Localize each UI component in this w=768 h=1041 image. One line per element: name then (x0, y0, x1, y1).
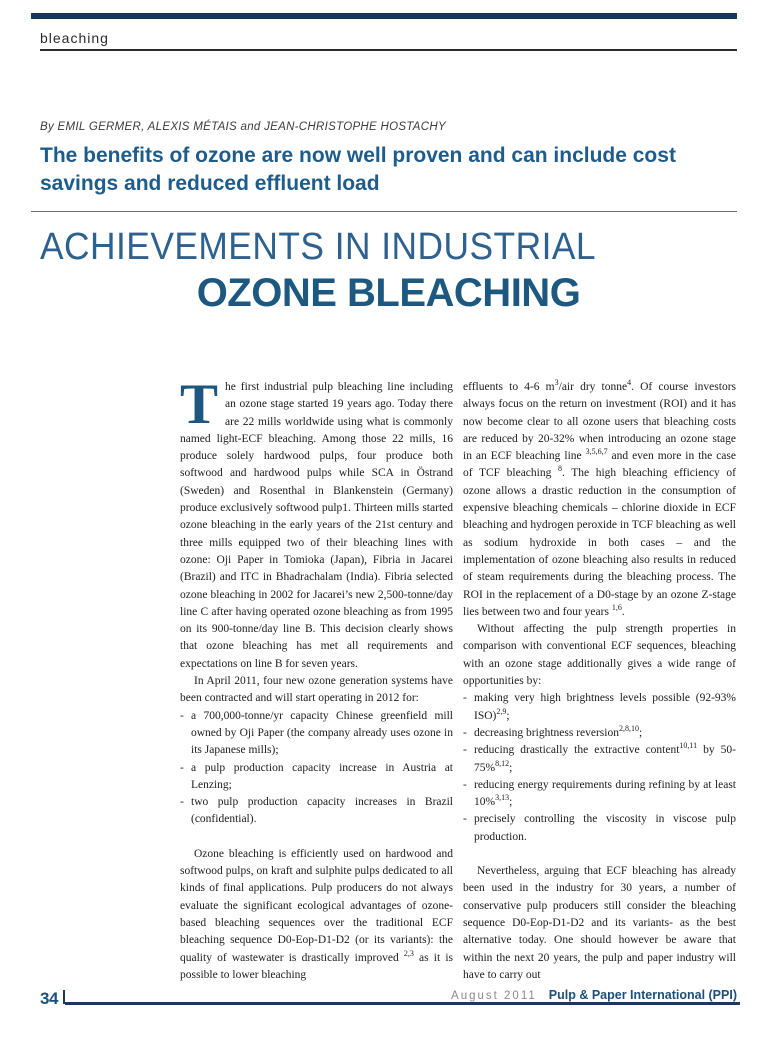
bullet-text (191, 708, 453, 760)
left-column (180, 373, 454, 984)
publication-name: Pulp & Paper International (PPI) (548, 988, 737, 1002)
bullet-text (191, 794, 453, 829)
divider-rule (31, 211, 737, 212)
body-text: /air dry tonne (558, 381, 628, 393)
body-text: as it is possible to lower bleaching (180, 951, 454, 981)
citation-superscript: 8 (557, 464, 562, 474)
body-text: In April 2011, four new ozone generation systems have been contracted and will start operating in 2012 for: (180, 675, 453, 705)
bullet-marker: - (463, 692, 467, 705)
body-text: he first industrial pulp bleaching line including an ozone stage started 19 years ago. Today there are 22 mills worldwide using what is commonly named light-ECF bleaching. Among those 22 mills, 16 produce solely hardwood pulps, four produce both softwood and hardwood pulps while SCA in Östrand (Sweden) and Rosenthal in Blankenstein (Germany) produce exclusively softwood pulp1. Thirteen mills started ozone bleaching in the early years of the 21st century and three mills equipped two of their bleaching lines with ozone: Oji Paper in Tomioka (Japan), Fibria in Jacarei (Brazil) and ITC in Bhadrachalam (India). Fibria selected ozone bleaching in 2002 for Jacarei’s new 2,500-tonne/day line C after having operated ozone bleaching as from 1995 on its 900-tonne/day line B. This decision clearly shows that ozone bleaching has met all requirements and expectations on line B for seven years. (180, 381, 453, 670)
top-accent-bar (31, 13, 737, 19)
bullet-marker: - (180, 709, 184, 722)
body-text: effluents to 4-6 m (463, 381, 555, 393)
bullet-text (474, 777, 736, 812)
body-text: Ozone bleaching is efficiently used on hardwood and softwood pulps, on kraft and sulphite pulps dedicated to all kinds of final applications. Pulp producers do not always evaluate the significant ecological advantages of ozone-based bleaching sequences over the traditional ECF bleaching sequence D0-Eop-D1-D2 (or its variants): the quality of wastewater is drastically improved (180, 847, 453, 964)
standfirst: The benefits of ozone are now well proven and can include cost savings and reduced effluent load (40, 144, 676, 195)
bullet-text (474, 742, 736, 777)
bullet-marker: - (180, 761, 184, 774)
bullet-text (474, 725, 736, 742)
article-title-line2: OZONE BLEACHING (196, 271, 581, 315)
citation-superscript: 8,12 (495, 758, 510, 768)
citation-superscript: 3 (554, 378, 559, 388)
bullet-marker: - (463, 726, 467, 739)
citation-superscript: 3,13 (495, 793, 510, 803)
body-text: ; (509, 761, 513, 774)
body-text: . Of course investors always focus on the return on investment (ROI) and it has now become clear to all ozone users that bleaching costs are reduced by 20-32% when introducing an ozone stage in an ECF bleaching line (463, 381, 736, 463)
right-column (463, 379, 736, 984)
article-body (180, 373, 736, 984)
article-title (40, 224, 737, 316)
citation-superscript: 2,3 (403, 948, 414, 958)
section-label: bleaching (40, 30, 109, 46)
body-text: a pulp production capacity increase in Austria at Lenzing; (191, 761, 453, 791)
bullet-item (463, 777, 736, 812)
bullet-item (180, 794, 453, 829)
body-text: by 50-75% (474, 744, 736, 774)
body-text: making very high brightness levels possible (92-93% ISO) (474, 692, 736, 722)
bullet-text (474, 811, 736, 846)
body-text: precisely controlling the viscosity in viscose pulp production. (474, 813, 736, 843)
body-text: reducing energy requirements during refining by at least 10% (474, 778, 736, 809)
bullet-item (463, 690, 736, 725)
citation-superscript: 1,6 (611, 603, 622, 613)
body-text: ; (509, 796, 513, 809)
body-paragraph (463, 379, 736, 621)
body-text: ; (506, 709, 510, 722)
bullet-item (463, 725, 736, 742)
bullet-marker: - (463, 778, 467, 791)
bullet-marker: - (463, 813, 467, 826)
bullet-item (180, 760, 453, 795)
body-text: Without affecting the pulp strength properties in comparison with conventional ECF sequences, bleaching with an ozone stage additionally gives a wide range of opportunities by: (463, 623, 736, 688)
body-paragraph (180, 846, 453, 984)
citation-superscript: 2,8,10 (618, 724, 639, 734)
byline: By EMIL GERMER, ALEXIS MÉTAIS and JEAN-CHRISTOPHE HOSTACHY (40, 121, 446, 133)
body-text: reducing drastically the extractive content (474, 744, 680, 757)
issue-date: August 2011 (451, 990, 537, 1002)
body-text: . The high bleaching efficiency of ozone allows a drastic reduction in the consumption of expensive bleaching chemicals – chlorine dioxide in ECF bleaching and hydrogen peroxide in TCF bleaching as well as sodium hydroxide in both cases – and the implementation of ozone bleaching also results in reduced of steam requirements during the bleaching process. The ROI in the replacement of a D0-stage by an ozone Z-stage lies between two and four years (463, 467, 736, 618)
body-text: Nevertheless, arguing that ECF bleaching has already been used in the industry for 30 years, a number of conservative pulp producers still consider the bleaching sequence D0-Eop-D1-D2 and its variants- as the best alternative today. One should however be aware that within the next 20 years, the pulp and paper industry will have to carry out (463, 865, 736, 981)
body-text: . (621, 605, 625, 618)
article-title-line1: ACHIEVEMENTS IN INDUSTRIAL (40, 226, 597, 268)
citation-superscript: 3,5,6,7 (585, 447, 608, 457)
bullet-item (463, 811, 736, 846)
body-text: a 700,000-tonne/yr capacity Chinese greenfield mill owned by Oji Paper (the company already uses ozone in its Japanese mills); (191, 709, 453, 757)
body-paragraph (463, 621, 736, 690)
body-text: two pulp production capacity increases in Brazil (confidential). (191, 796, 453, 826)
citation-superscript: 4 (627, 378, 632, 388)
citation-superscript: 10,11 (679, 741, 698, 751)
body-paragraph (463, 863, 736, 984)
bullet-marker: - (180, 796, 184, 809)
page-footer (451, 986, 737, 1004)
bullet-item (463, 742, 736, 777)
body-paragraph (180, 373, 453, 673)
body-paragraph (180, 673, 453, 708)
body-text: ; (638, 726, 643, 739)
bullet-text (474, 690, 736, 725)
body-text: and even more in the case of TCF bleaching (463, 450, 736, 480)
section-header (40, 30, 737, 51)
page-number: 34 (40, 989, 58, 1008)
citation-superscript: 2,9 (496, 706, 507, 716)
bullet-text (191, 760, 453, 795)
bullet-item (180, 708, 453, 760)
body-text: decreasing brightness reversion (474, 726, 619, 739)
drop-cap: T (180, 373, 219, 436)
bullet-marker: - (463, 744, 467, 757)
